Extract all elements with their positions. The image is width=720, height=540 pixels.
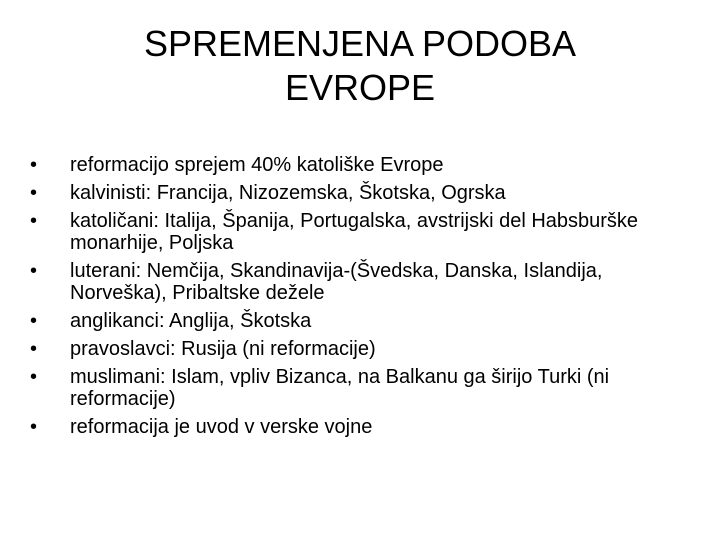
bullet-text: muslimani: Islam, vpliv Bizanca, na Balkanu ga širijo Turki (ni reformacije) (70, 366, 610, 410)
bullet-text: anglikanci: Anglija, Škotska (70, 310, 312, 332)
bullet-item (26, 182, 696, 204)
bullet-dot: • (30, 338, 38, 360)
slide-title (100, 22, 620, 110)
bullet-dot: • (30, 310, 38, 332)
title-line-2: EVROPE (284, 67, 436, 108)
bullet-text: reformacijo sprejem 40% katoliške Evrope (70, 154, 444, 176)
bullet-text: kalvinisti: Francija, Nizozemska, Škotska, Ogrska (70, 182, 506, 204)
bullet-dot: • (30, 182, 38, 204)
bullet-dot: • (30, 366, 38, 388)
bullet-item (26, 210, 696, 254)
bullet-dot: • (30, 260, 38, 282)
bullet-item (26, 154, 696, 176)
bullet-list (26, 154, 696, 444)
bullet-text: katoličani: Italija, Španija, Portugalska, avstrijski del Habsburške monarhije, Poljska (70, 210, 639, 254)
bullet-item (26, 338, 696, 360)
bullet-item (26, 310, 696, 332)
bullet-dot: • (30, 154, 38, 176)
bullet-dot: • (30, 416, 38, 438)
bullet-text: reformacija je uvod v verske vojne (70, 416, 373, 438)
title-line-1: SPREMENJENA PODOBA (143, 23, 577, 64)
bullet-item (26, 416, 696, 438)
bullet-dot: • (30, 210, 38, 232)
bullet-item (26, 260, 696, 304)
bullet-item (26, 366, 696, 410)
bullet-text: pravoslavci: Rusija (ni reformacije) (70, 338, 376, 360)
bullet-text: luterani: Nemčija, Skandinavija-(Švedska, Danska, Islandija, Norveška), Pribaltske dežele (70, 260, 603, 304)
